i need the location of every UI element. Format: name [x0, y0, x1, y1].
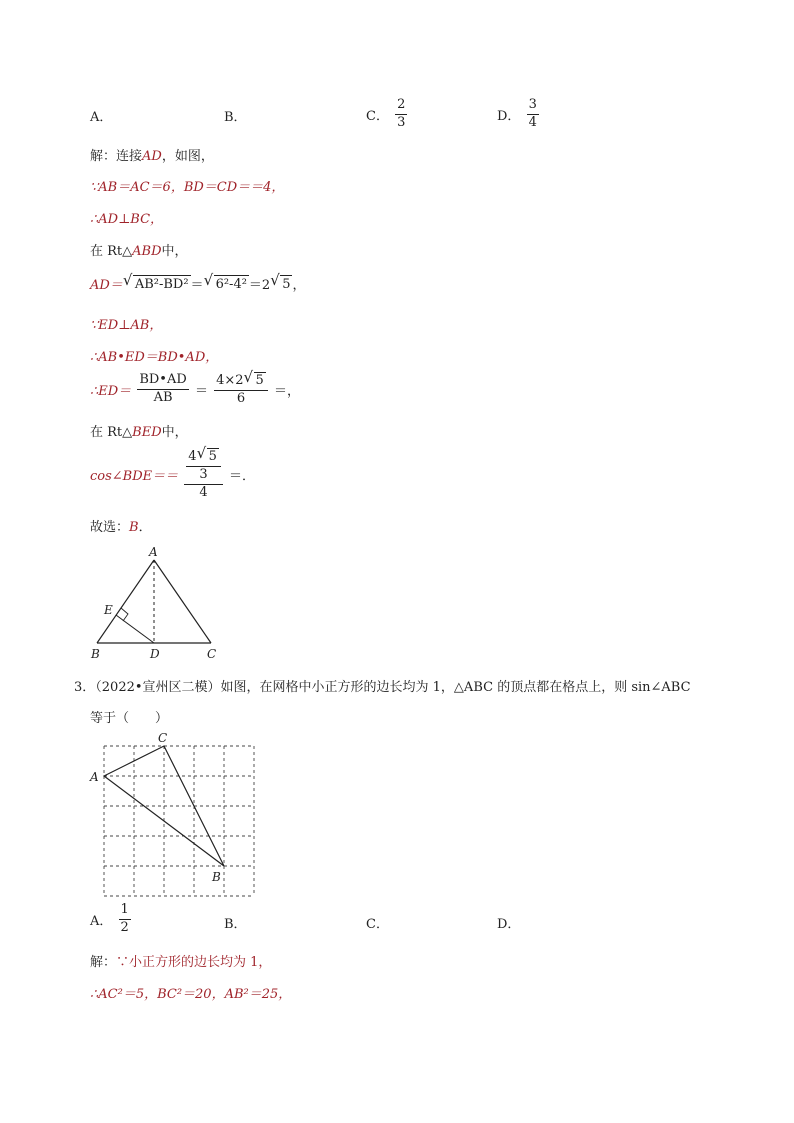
- q3-solution-line2: ∴AC²＝5，BC²＝20，AB²＝25，: [90, 987, 292, 1002]
- grid-label-b: B: [212, 870, 221, 884]
- figure-grid-triangle: [88, 728, 263, 900]
- label-a: A: [149, 545, 158, 559]
- q2-solution-line6: ∵ED⊥AB，: [90, 318, 163, 333]
- side-ac: [154, 560, 211, 643]
- grid-label-a: A: [90, 770, 99, 784]
- q2-option-b: B．: [224, 110, 247, 125]
- grid-lines: [104, 746, 254, 896]
- label-b: B: [91, 647, 100, 661]
- q2-answer: 故选：B．: [90, 520, 152, 535]
- q2-solution-line3: ∴AD⊥BC，: [90, 212, 164, 227]
- q3-option-d: D．: [497, 917, 521, 932]
- label-e: E: [104, 603, 113, 617]
- figure-triangle-abd: [85, 543, 225, 665]
- q2-solution-line1: 解：连接AD，如图，: [90, 149, 214, 164]
- q3-option-a: A． $\frac{1}{2}$: [90, 902, 129, 935]
- q3-solution-line1: 解：∵小正方形的边长均为 1，: [90, 955, 272, 970]
- q2-solution-line5: AD＝ √ AB²-BD² ＝ √ 6²-4² ＝2 √ 5 ，: [90, 271, 306, 293]
- q2-option-c: C． $\frac{2}{3}$: [366, 97, 406, 130]
- q2-option-d: D． $\frac{3}{4}$: [497, 97, 537, 130]
- q2-option-a: A．: [90, 110, 113, 125]
- segment-ed: [116, 615, 154, 643]
- label-d: D: [150, 647, 160, 661]
- q2-solution-line2: ∵AB＝AC＝6，BD＝CD＝＝4，: [90, 180, 285, 195]
- q3-option-c: C．: [366, 917, 389, 932]
- q2-solution-line4: 在 Rt△ABD中，: [90, 244, 188, 259]
- label-c: C: [207, 647, 217, 661]
- q3-stem-line1: 3．（2022•宣州区二模）如图，在网格中小正方形的边长均为 1，△ABC 的顶点都在格点上，则 sin∠ABC: [74, 680, 691, 695]
- q3-stem-line2: 等于（ ）: [90, 711, 169, 726]
- q2-solution-line8: ∴ED＝ $\frac{BD•AD}{AB}$ ＝ 4×2 √ 5 6 ＝，: [90, 368, 300, 406]
- q3-option-b: B．: [224, 917, 247, 932]
- q2-solution-line10: cos∠BDE＝＝ 4 √ 5 3 4 ＝．: [90, 444, 255, 500]
- grid-label-c: C: [158, 731, 168, 745]
- q2-solution-line9: 在 Rt△BED中，: [90, 425, 188, 440]
- side-ab: [97, 560, 154, 643]
- q2-solution-line7: ∴AB•ED＝BD•AD，: [90, 350, 219, 365]
